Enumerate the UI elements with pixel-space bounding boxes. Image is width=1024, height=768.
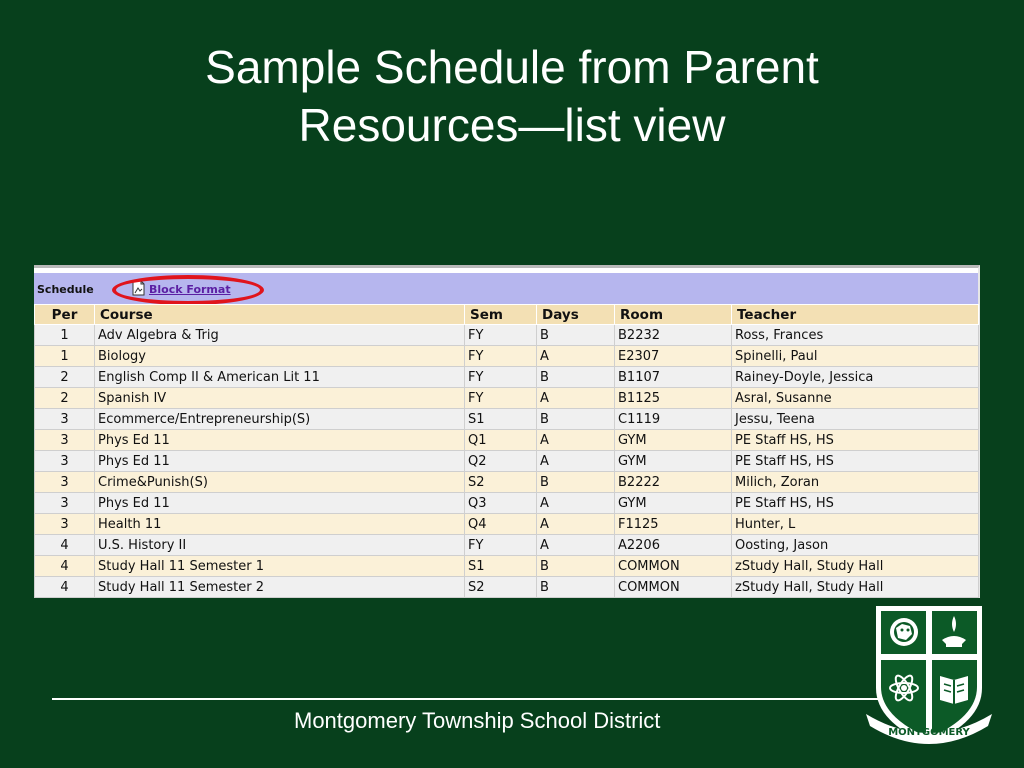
cell-per: 3	[35, 409, 95, 430]
cell-sem: FY	[465, 367, 537, 388]
cell-teacher: Rainey-Doyle, Jessica	[732, 367, 979, 388]
cell-course: Phys Ed 11	[95, 451, 465, 472]
cell-sem: Q2	[465, 451, 537, 472]
cell-course: Study Hall 11 Semester 2	[95, 577, 465, 598]
column-header-teacher[interactable]: Teacher	[732, 305, 979, 325]
table-row	[35, 556, 979, 577]
cell-days: A	[537, 346, 615, 367]
cell-sem: S2	[465, 472, 537, 493]
cell-sem: Q1	[465, 430, 537, 451]
schedule-header-bar	[34, 273, 978, 304]
cell-days: A	[537, 451, 615, 472]
cell-teacher: Hunter, L	[732, 514, 979, 535]
cell-room: GYM	[615, 430, 732, 451]
cell-sem: S1	[465, 556, 537, 577]
cell-per: 3	[35, 514, 95, 535]
cell-per: 3	[35, 472, 95, 493]
document-icon	[132, 280, 145, 296]
cell-per: 3	[35, 451, 95, 472]
cell-per: 1	[35, 325, 95, 346]
cell-course: U.S. History II	[95, 535, 465, 556]
cell-days: B	[537, 367, 615, 388]
column-header-per[interactable]: Per	[35, 305, 95, 325]
table-row	[35, 451, 979, 472]
cell-room: B1125	[615, 388, 732, 409]
block-format-label[interactable]: Block Format	[149, 283, 231, 296]
cell-room: E2307	[615, 346, 732, 367]
cell-course: Ecommerce/Entrepreneurship(S)	[95, 409, 465, 430]
table-row	[35, 577, 979, 598]
cell-teacher: Spinelli, Paul	[732, 346, 979, 367]
cell-course: Spanish IV	[95, 388, 465, 409]
table-row	[35, 514, 979, 535]
cell-sem: FY	[465, 325, 537, 346]
cell-per: 4	[35, 556, 95, 577]
cell-course: Adv Algebra & Trig	[95, 325, 465, 346]
schedule-table	[34, 304, 979, 598]
footer-divider	[52, 698, 932, 700]
cell-per: 4	[35, 535, 95, 556]
table-row	[35, 388, 979, 409]
cell-room: COMMON	[615, 556, 732, 577]
cell-days: B	[537, 409, 615, 430]
cell-per: 3	[35, 430, 95, 451]
cell-teacher: Asral, Susanne	[732, 388, 979, 409]
cell-room: COMMON	[615, 577, 732, 598]
cell-teacher: PE Staff HS, HS	[732, 493, 979, 514]
table-row	[35, 493, 979, 514]
cell-days: A	[537, 514, 615, 535]
cell-course: Study Hall 11 Semester 1	[95, 556, 465, 577]
cell-days: B	[537, 577, 615, 598]
schedule-panel	[34, 265, 980, 598]
cell-teacher: Ross, Frances	[732, 325, 979, 346]
cell-room: A2206	[615, 535, 732, 556]
cell-sem: FY	[465, 346, 537, 367]
column-header-course[interactable]: Course	[95, 305, 465, 325]
table-row	[35, 430, 979, 451]
cell-per: 2	[35, 388, 95, 409]
cell-room: GYM	[615, 451, 732, 472]
cell-teacher: Oosting, Jason	[732, 535, 979, 556]
table-row	[35, 535, 979, 556]
cell-course: Phys Ed 11	[95, 430, 465, 451]
cell-teacher: PE Staff HS, HS	[732, 430, 979, 451]
table-header-row	[35, 305, 979, 325]
slide-title	[0, 38, 1024, 154]
cell-sem: S1	[465, 409, 537, 430]
footer-district-name: Montgomery Township School District	[294, 708, 661, 733]
cell-days: A	[537, 430, 615, 451]
school-crest-logo	[862, 602, 996, 752]
cell-room: B2222	[615, 472, 732, 493]
cell-per: 4	[35, 577, 95, 598]
slide-title-line2: Resources—list view	[298, 99, 726, 151]
table-row	[35, 325, 979, 346]
cougar-icon	[890, 618, 918, 646]
cell-room: B1107	[615, 367, 732, 388]
cell-days: B	[537, 472, 615, 493]
column-header-sem[interactable]: Sem	[465, 305, 537, 325]
column-header-days[interactable]: Days	[537, 305, 615, 325]
cell-sem: Q3	[465, 493, 537, 514]
slide-title-line1: Sample Schedule from Parent	[205, 41, 819, 93]
column-header-room[interactable]: Room	[615, 305, 732, 325]
cell-course: Phys Ed 11	[95, 493, 465, 514]
cell-room: B2232	[615, 325, 732, 346]
cell-teacher: Jessu, Teena	[732, 409, 979, 430]
cell-days: A	[537, 493, 615, 514]
cell-course: English Comp II & American Lit 11	[95, 367, 465, 388]
cell-sem: FY	[465, 535, 537, 556]
cell-room: GYM	[615, 493, 732, 514]
cell-sem: FY	[465, 388, 537, 409]
cell-days: A	[537, 535, 615, 556]
cell-course: Biology	[95, 346, 465, 367]
cell-sem: Q4	[465, 514, 537, 535]
table-body	[35, 325, 979, 598]
table-row	[35, 346, 979, 367]
table-row	[35, 409, 979, 430]
table-row	[35, 472, 979, 493]
cell-teacher: zStudy Hall, Study Hall	[732, 556, 979, 577]
book-icon	[940, 676, 968, 704]
crest-banner-text: MONTGOMERY	[888, 727, 970, 738]
block-format-link[interactable]	[132, 278, 231, 296]
cell-per: 3	[35, 493, 95, 514]
cell-teacher: zStudy Hall, Study Hall	[732, 577, 979, 598]
cell-per: 1	[35, 346, 95, 367]
cell-room: C1119	[615, 409, 732, 430]
cell-teacher: Milich, Zoran	[732, 472, 979, 493]
cell-days: B	[537, 325, 615, 346]
cell-days: B	[537, 556, 615, 577]
cell-per: 2	[35, 367, 95, 388]
table-row	[35, 367, 979, 388]
cell-days: A	[537, 388, 615, 409]
cell-sem: S2	[465, 577, 537, 598]
cell-course: Health 11	[95, 514, 465, 535]
cell-course: Crime&Punish(S)	[95, 472, 465, 493]
cell-teacher: PE Staff HS, HS	[732, 451, 979, 472]
cell-room: F1125	[615, 514, 732, 535]
schedule-section-label: Schedule	[37, 283, 94, 296]
